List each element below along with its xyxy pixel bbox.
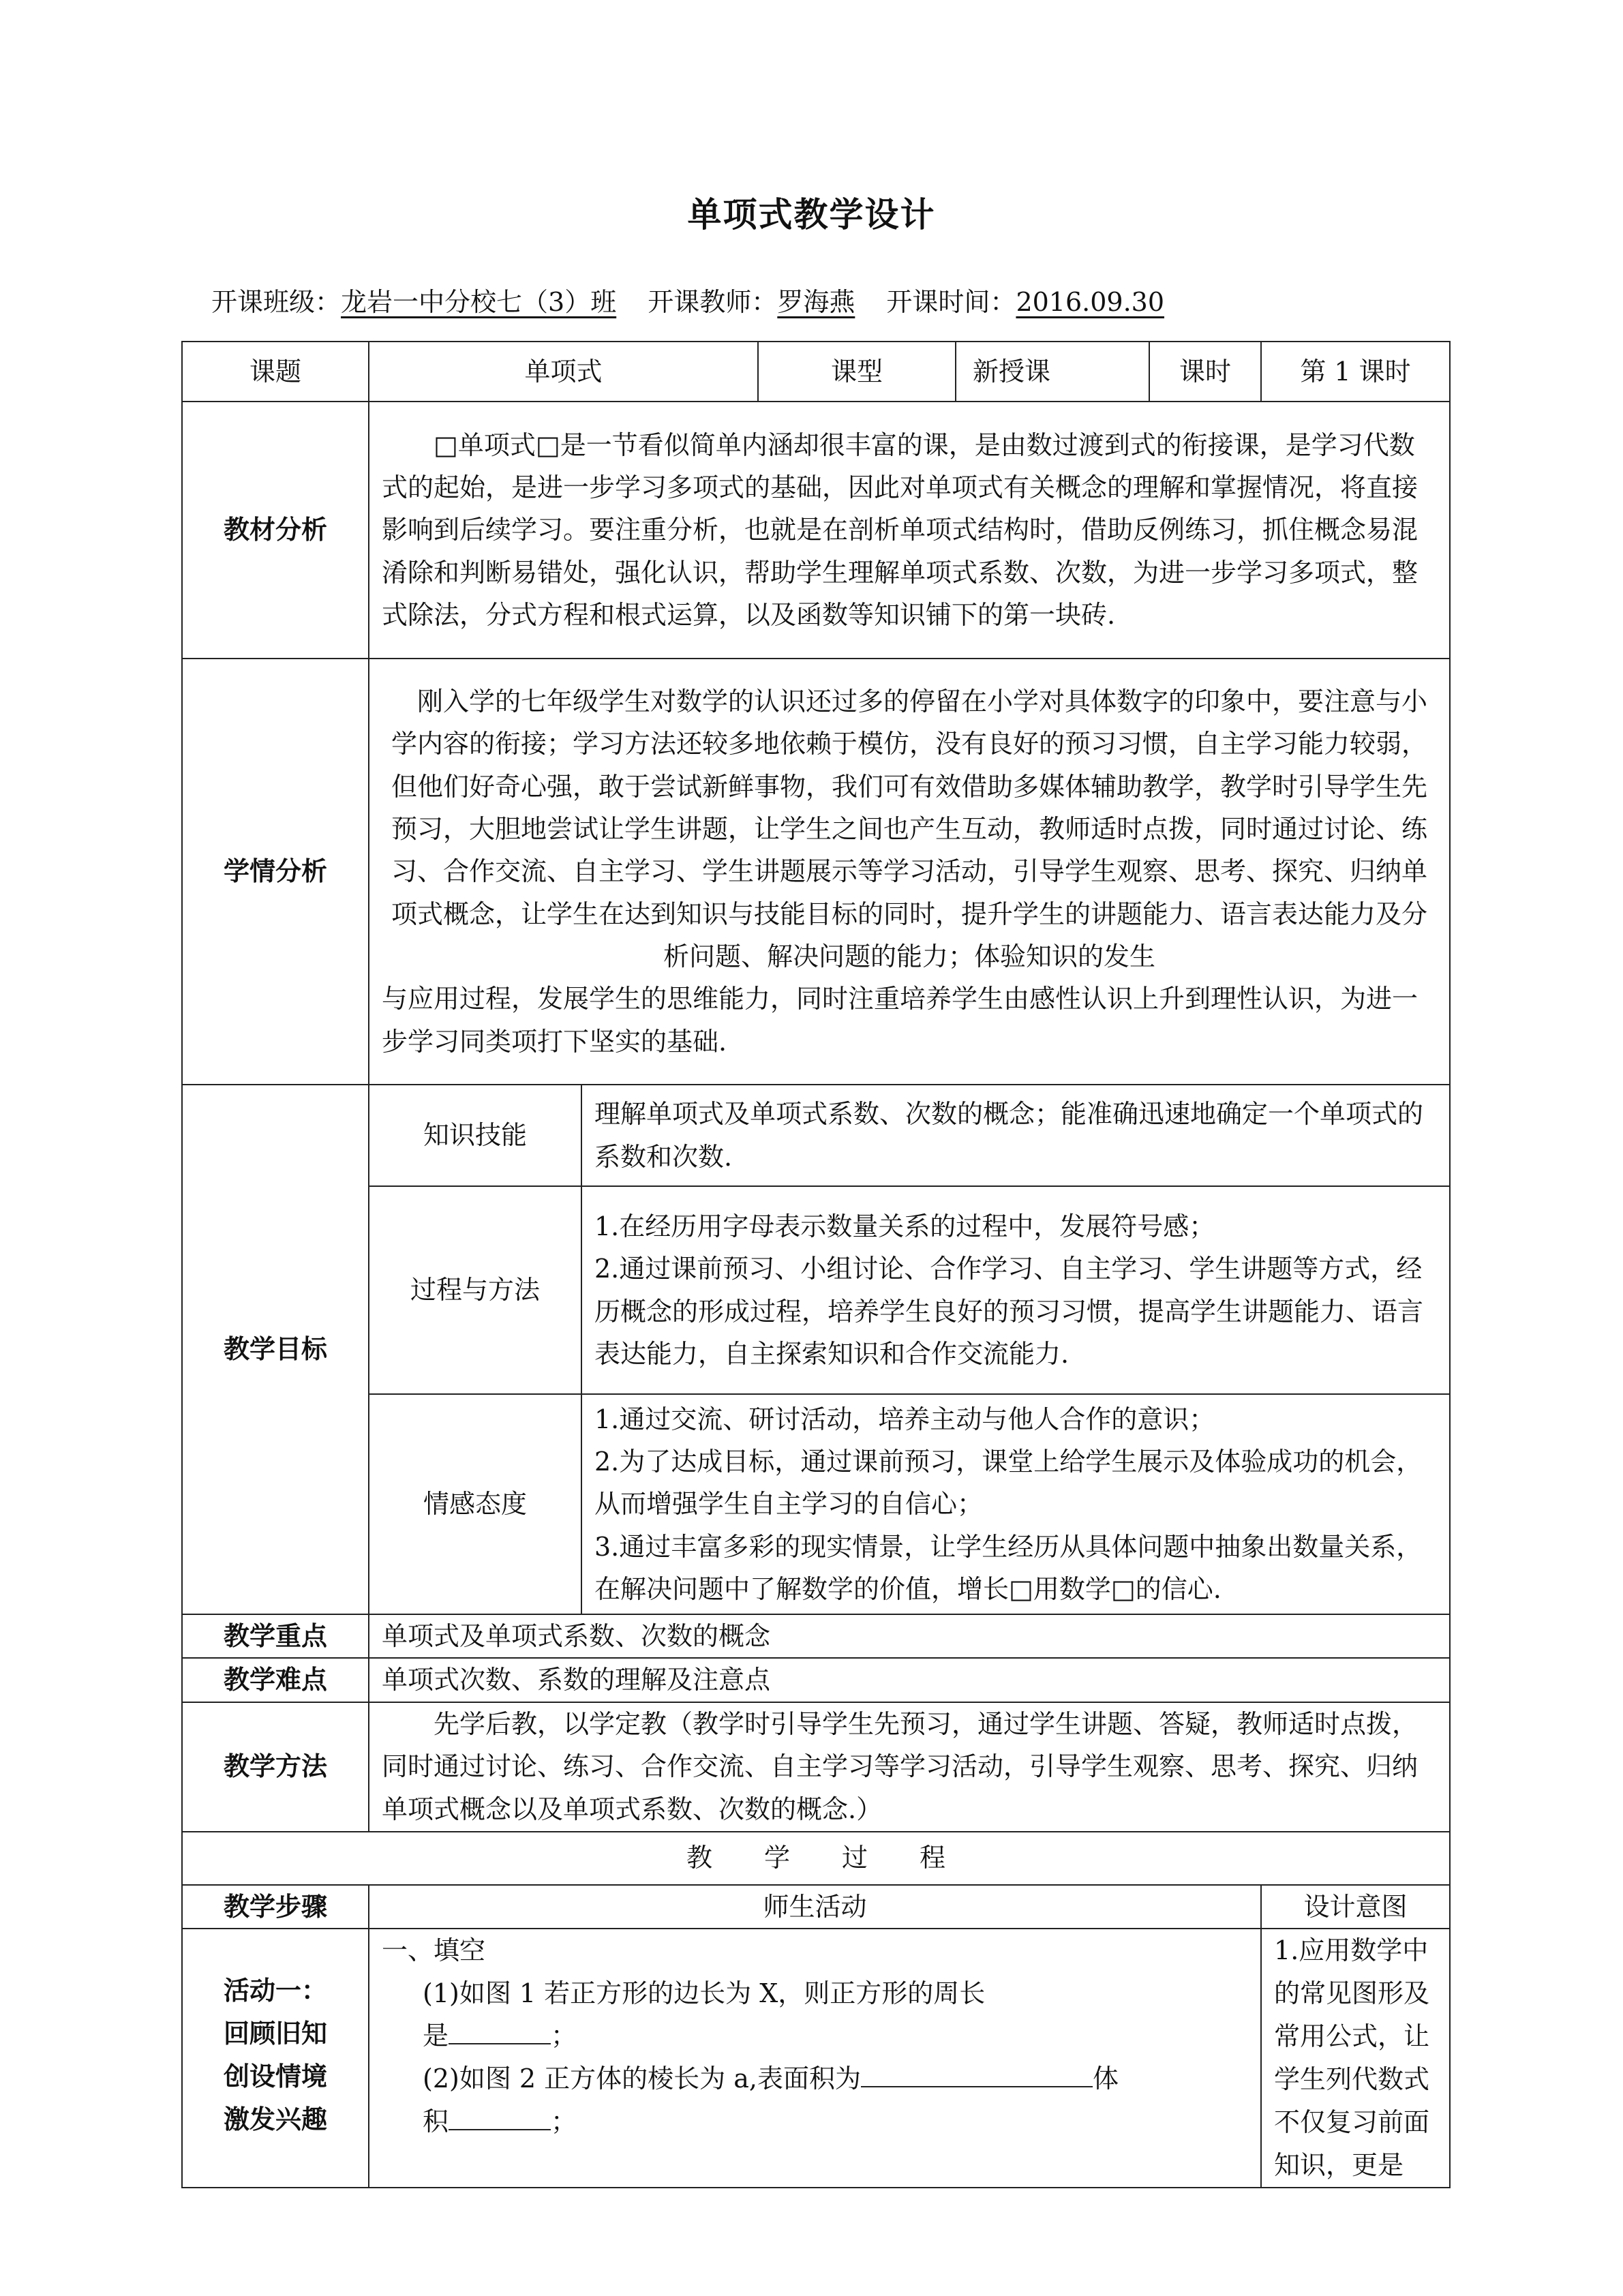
page-title: 单项式教学设计 [687, 194, 936, 235]
method-text: 先学后教，以学定教（教学时引导学生先预习，通过学生讲题、答疑，教师适时点拨，同时通过讨论、练习、合作交流、自主学习等学习活动，引导学生观察、思考、探究、归纳单项式概念以及单项式系数、次数的概念.） [369, 1702, 1450, 1832]
answer-blank-volume[interactable] [449, 2104, 551, 2130]
process-text [581, 1186, 1449, 1394]
answer-blank-perimeter[interactable] [449, 2019, 551, 2044]
attitude-text [581, 1394, 1449, 1614]
question-2-line-a: (2)如图 2 正方体的棱长为 a,表面积为 体 [382, 2057, 1248, 2100]
student-row [182, 659, 1450, 1085]
process-line-2: 2.通过课前预习、小组讨论、合作学习、自主学习、学生讲题等方式，经历概念的形成过程，培养学生良好的预习习惯，提高学生讲题能力、语言表达能力，自主探索知识和合作交流能力. [594, 1254, 1424, 1369]
process-header-row [182, 1832, 1450, 1885]
activity-1-intent: 1.应用数学中的常见图形及常用公式，让学生列代数式不仅复习前面知识，更是 [1261, 1929, 1450, 2188]
class-value: 龙岩一中分校七（3）班 [341, 287, 617, 317]
attitude-line-3: 3.通过丰富多彩的现实情景，让学生经历从具体问题中抽象出数量关系，在解决问题中了解数学的价值，增长□用数学□的信心. [594, 1531, 1423, 1604]
knowledge-text: 理解单项式及单项式系数、次数的概念；能准确迅速地确定一个单项式的系数和次数. [581, 1085, 1449, 1186]
header-row [182, 342, 1450, 402]
col-step: 教学步骤 [182, 1885, 369, 1929]
student-cell [369, 659, 1450, 1085]
activity-1-step [182, 1929, 369, 2188]
difficulty-label: 教学难点 [182, 1658, 369, 1702]
student-text-left: 与应用过程，发展学生的思维能力，同时注重培养学生由感性认识上升到理性认识，为进一步学习同类项打下坚实的基础. [382, 984, 1419, 1057]
col-activity: 师生活动 [369, 1885, 1261, 1929]
goals-cell [369, 1085, 1450, 1614]
goals-row [182, 1085, 1450, 1614]
step-line-2: 回顾旧知 [223, 2018, 327, 2049]
step-line-4: 激发兴趣 [223, 2104, 327, 2135]
topic-label: 课题 [182, 342, 369, 402]
process-line-1: 1.在经历用字母表示数量关系的过程中，发展符号感； [594, 1211, 1215, 1241]
time-value: 2016.09.30 [1016, 287, 1165, 317]
attitude-line-2: 2.为了达成目标，通过课前预习，课堂上给学生展示及体验成功的机会，从而增强学生自主学习的自信心； [594, 1447, 1423, 1520]
step-line-1: 活动一： [223, 1974, 327, 2006]
student-label: 学情分析 [182, 659, 369, 1085]
process-header: 教 学 过 程 [182, 1832, 1450, 1885]
key-point-label: 教学重点 [182, 1614, 369, 1658]
difficulty-row [182, 1658, 1450, 1702]
method-row [182, 1702, 1450, 1832]
teacher-label: 开课教师： [648, 287, 778, 317]
period-value: 第 1 课时 [1261, 342, 1450, 402]
goal-process [369, 1186, 1449, 1394]
method-label: 教学方法 [182, 1702, 369, 1832]
question-1-line-b: 是 ； [382, 2014, 1248, 2057]
question-1-line-a: (1)如图 1 若正方形的边长为 X，则正方形的周长 [423, 1978, 986, 2008]
goals-table [369, 1085, 1449, 1614]
key-point-row [182, 1614, 1450, 1658]
answer-blank-surface[interactable] [861, 2061, 1093, 2087]
goal-knowledge [369, 1085, 1449, 1186]
type-label: 课型 [758, 342, 956, 402]
teacher-value: 罗海燕 [777, 287, 855, 317]
topic-value: 单项式 [369, 342, 758, 402]
activity-1-row [182, 1929, 1450, 2188]
difficulty-text: 单项式次数、系数的理解及注意点 [369, 1658, 1450, 1702]
goal-attitude [369, 1394, 1449, 1614]
class-label: 开课班级： [211, 287, 342, 317]
material-label: 教材分析 [182, 402, 369, 659]
time-label: 开课时间： [886, 287, 1016, 317]
knowledge-label: 知识技能 [423, 1120, 527, 1151]
step-line-3: 创设情境 [223, 2061, 327, 2092]
course-meta [211, 281, 1164, 318]
question-2-line-b: 积 ； [382, 2100, 1248, 2143]
attitude-label: 情感态度 [369, 1394, 581, 1614]
type-value: 新授课 [956, 342, 1149, 402]
period-label: 课时 [1149, 342, 1261, 402]
columns-row [182, 1885, 1450, 1929]
material-row [182, 402, 1450, 659]
process-label: 过程与方法 [369, 1186, 581, 1394]
attitude-line-1: 1.通过交流、研讨活动，培养主动与他人合作的意识； [594, 1404, 1215, 1434]
activity-1-content [369, 1929, 1261, 2188]
key-point-text: 单项式及单项式系数、次数的概念 [369, 1614, 1450, 1658]
col-intent: 设计意图 [1261, 1885, 1450, 1929]
goals-label: 教学目标 [182, 1085, 369, 1614]
student-text-centered: 刚入学的七年级学生对数学的认识还过多的停留在小学对具体数字的印象中，要注意与小学内容的衔接；学习方法还较多地依赖于模仿，没有良好的预习习惯，自主学习能力较弱，但他们好奇心强，敢于尝试新鲜事物，我们可有效借助多媒体辅助教学，教学时引导学生先预习，大胆地尝试让学生讲题，让学生之间也产生互动，教师适时点拨，同时通过讨论、练习、合作交流、自主学习、学生讲题展示等学习活动，引导学生观察、思考、探究、归纳单项式概念，让学生在达到知识与技能目标的同时，提升学生的讲题能力、语言表达能力及分析问题、解决问题的能力；体验知识的发生 [391, 686, 1428, 971]
material-text: □单项式□是一节看似简单内涵却很丰富的课，是由数过渡到式的衔接课，是学习代数式的起始，是进一步学习多项式的基础，因此对单项式有关概念的理解和掌握情况，将直接影响到后续学习。要注重分析，也就是在剖析单项式结构时，借助反例练习，抓住概念易混淆除和判断易错处，强化认识，帮助学生理解单项式系数、次数，为进一步学习多项式，整式除法，分式方程和根式运算，以及函数等知识铺下的第一块砖. [369, 402, 1450, 659]
activity-heading: 一、填空 [382, 1935, 486, 1965]
lesson-plan-table [181, 341, 1451, 2188]
